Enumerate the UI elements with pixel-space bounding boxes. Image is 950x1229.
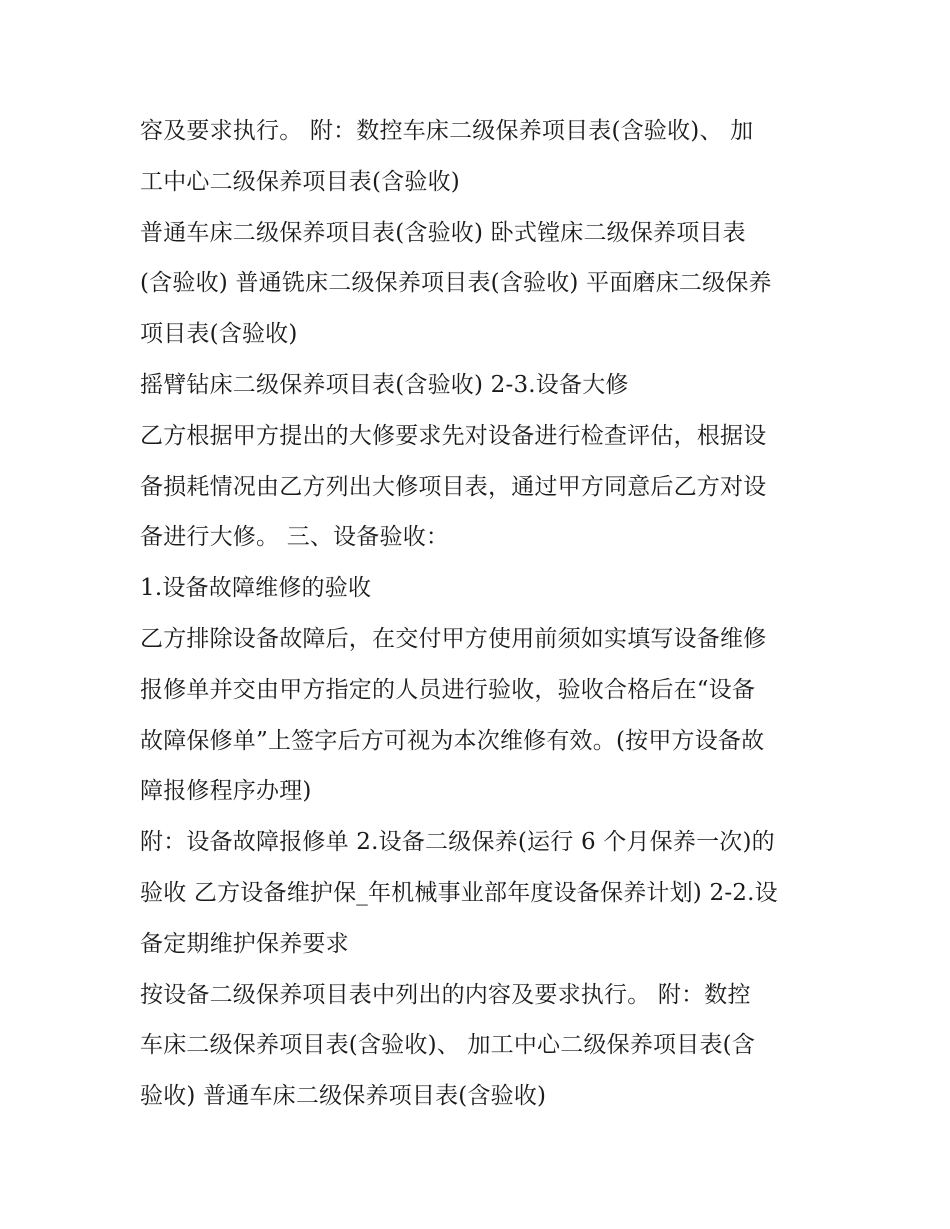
text-line: 备损耗情况由乙方列出大修项目表，通过甲方同意后乙方对设 bbox=[140, 473, 767, 500]
document-body bbox=[140, 106, 820, 1122]
text-line: 按设备二级保养项目表中列出的内容及要求执行。 附：数控 bbox=[140, 981, 751, 1008]
text-line: 项目表(含验收) bbox=[140, 321, 298, 348]
text-line: 验收 乙方设备维护保_年机械事业部年度设备保养计划) 2-2.设 bbox=[140, 879, 778, 906]
text-line: 车床二级保养项目表(含验收)、 加工中心二级保养项目表(含 bbox=[140, 1032, 756, 1059]
text-line: (含验收) 普通铣床二级保养项目表(含验收) 平面磨床二级保养 bbox=[140, 270, 772, 297]
text-line: 备定期维护保养要求 bbox=[140, 930, 349, 957]
text-line: 乙方根据甲方提出的大修要求先对设备进行检查评估，根据设 bbox=[140, 422, 767, 449]
text-line: 附：设备故障报修单 2.设备二级保养(运行 6 个月保养一次)的 bbox=[140, 829, 775, 856]
text-line: 摇臂钻床二级保养项目表(含验收) 2-3.设备大修 bbox=[140, 371, 629, 398]
text-line: 普通车床二级保养项目表(含验收) 卧式镗床二级保养项目表 bbox=[140, 219, 746, 246]
text-line: 故障保修单”上签字后方可视为本次维修有效。(按甲方设备故 bbox=[140, 727, 765, 754]
text-line: 容及要求执行。 附：数控车床二级保养项目表(含验收)、 加 bbox=[140, 118, 754, 144]
text-line: 工中心二级保养项目表(含验收) bbox=[140, 168, 460, 195]
text-line: 报修单并交由甲方指定的人员进行验收，验收合格后在“设备 bbox=[140, 676, 756, 703]
section-heading: 1.设备故障维修的验收 bbox=[140, 575, 372, 602]
text-line: 备进行大修。 三、设备验收： bbox=[140, 524, 450, 551]
text-line: 乙方排除设备故障后，在交付甲方使用前须如实填写设备维修 bbox=[140, 625, 767, 652]
text-line: 障报修程序办理) bbox=[140, 778, 312, 805]
text-line: 验收) 普通车床二级保养项目表(含验收) bbox=[140, 1083, 547, 1110]
